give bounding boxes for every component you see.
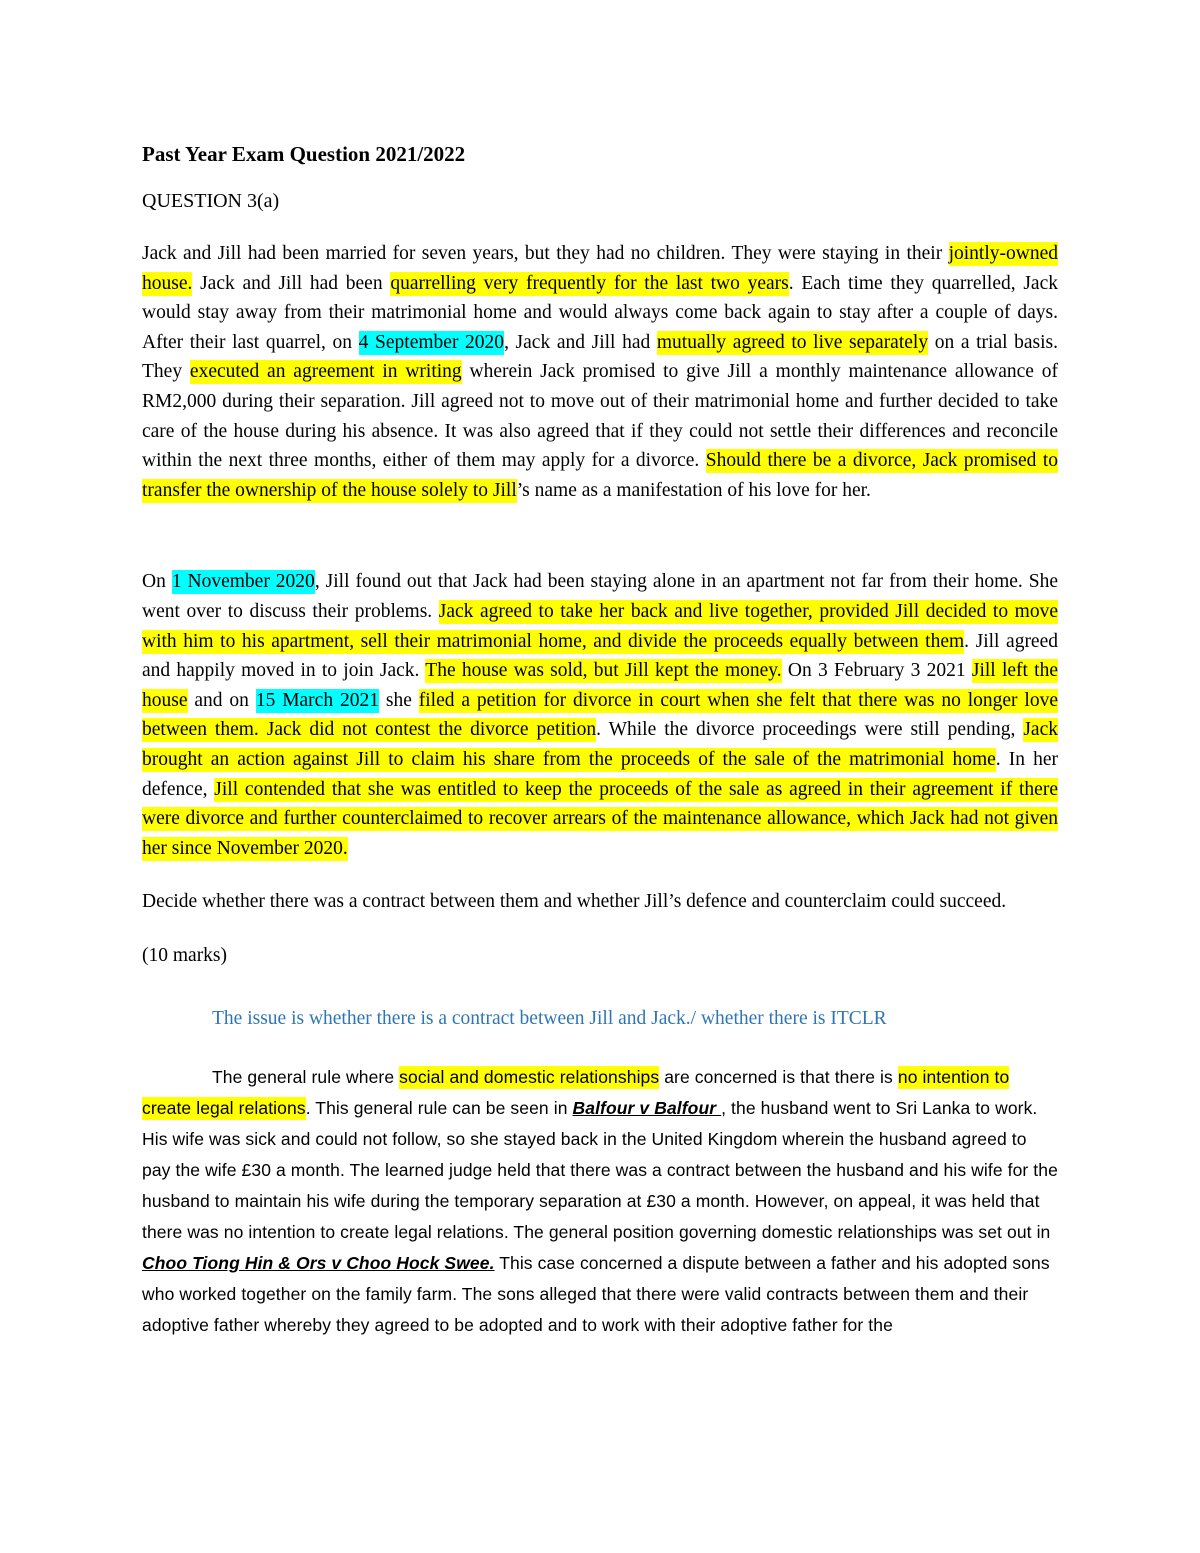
text-segment: wherein Jack promised to give Jill a monthly maintenance allowance of RM2,000 during their separation. Jill agreed not to move out of their matrimonial home and further decided to take care of the house during his absence. It was also agreed that if they could not settle their differences and reconcile within the next three months, either of them may apply for a divorce. (142, 361, 1059, 472)
highlighted-text: 1 November 2020 (171, 571, 315, 593)
instruction-paragraph: Decide whether there was a contract between them and whether Jill’s defence and counterclaim could succeed. (142, 891, 1007, 913)
highlighted-text: Jill left the house (142, 660, 1059, 711)
page-title: Past Year Exam Question 2021/2022 (142, 142, 466, 166)
highlighted-text: 4 September 2020 (358, 331, 505, 353)
text-segment: . This general rule can be seen in (305, 1098, 573, 1119)
highlighted-text: social and domestic relationships (399, 1067, 660, 1088)
text-segment: On 3 February 3 2021 (781, 660, 972, 682)
highlighted-text: executed an agreement in writing (189, 361, 462, 383)
text-segment: Balfour v Balfour (572, 1098, 722, 1119)
highlighted-text: Jack agreed to take her back and live together, provided Jill decided to move with him to his apartment, sell their matrimonial home, and divide the proceeds equally between them (142, 600, 1058, 652)
highlighted-text: mutually agreed to live separately (656, 331, 929, 353)
highlighted-text: jointly-owned house. (142, 243, 1058, 294)
text-segment: . In her defence, (142, 748, 1058, 800)
question-label: QUESTION 3(a) (142, 190, 280, 212)
text-segment: , Jill found out that Jack had been staying alone in an apartment not far from their home. She went over to discuss their problems. (142, 571, 1058, 622)
highlighted-text: no intention to create legal relations (142, 1067, 1010, 1119)
highlighted-text: The house was sold, but Jill kept the money. (425, 660, 782, 682)
text-segment: On (142, 571, 172, 593)
text-segment: Jack and Jill had been (192, 272, 391, 294)
text-segment: This case concerned a dispute between a father and his adopted sons who worked together on the family farm. The sons alleged that there were valid contracts between them and their adoptive father whereby they agreed to be adopted and to work with their adoptive father for the (142, 1253, 1050, 1336)
highlighted-text: Should there be a divorce, Jack promised to transfer the ownership of the house solely to Jill (142, 450, 1059, 501)
highlighted-text: Jill contended that she was entitled to keep the proceeds of the sale as agreed in their agreement if there were divorce and further counterclaimed to recover arrears of the maintenance allowance, which Jack had not given her since November 2020. (142, 778, 1058, 859)
text-segment: The general rule where (212, 1067, 400, 1088)
text-segment: , the husband went to Sri Lanka to work. His wife was sick and could not follow, so she stayed back in the United Kingdom wherein the husband agreed to pay the wife £30 a month. The learned judge held that there was a contract between the husband and his wife for the husband to maintain his wife during the temporary separation at £30 a month. However, on appeal, it was held that there was no intention to create legal relations. The general position governing domestic relationships was set out in (142, 1098, 1058, 1243)
highlighted-text: Jack brought an action against Jill to claim his share from the proceeds of the sale of the matrimonial home (142, 719, 1058, 770)
text-segment: . Jill agreed and happily moved in to join Jack. (142, 630, 1058, 682)
text-segment: , Jack and Jill had (504, 331, 657, 353)
text-segment: are concerned is that there is (659, 1067, 898, 1088)
marks-label: (10 marks) (142, 944, 228, 966)
answer-paragraph (142, 1062, 1058, 1341)
highlighted-text: filed a petition for divorce in court when she felt that there was no longer love between them. Jack did not contest the divorce petition (142, 689, 1058, 741)
highlighted-text: quarrelling very frequently for the last two years (390, 272, 789, 294)
text-segment: and on (187, 689, 256, 711)
highlighted-text: 15 March 2021 (255, 689, 379, 711)
text-segment: . While the divorce proceedings were still pending, (596, 719, 1024, 741)
text-segment: on a trial basis. They (142, 331, 1059, 383)
text-segment: she (378, 689, 419, 711)
text-segment: Jack and Jill had been married for seven years, but they had no children. They were staying in their (142, 243, 949, 264)
issue-statement: The issue is whether there is a contract between Jill and Jack./ whether there is ITCLR (212, 1008, 887, 1030)
text-segment: ’s name as a manifestation of his love for her. (516, 479, 871, 501)
text-segment: Choo Tiong Hin & Ors v Choo Hock Swee. (142, 1253, 495, 1274)
facts-paragraph-1 (142, 239, 1058, 505)
text-segment: . Each time they quarrelled, Jack would stay away from their matrimonial home and would always come back again to stay after a couple of days. After their last quarrel, on (142, 272, 1058, 353)
facts-paragraph-2 (142, 567, 1058, 863)
